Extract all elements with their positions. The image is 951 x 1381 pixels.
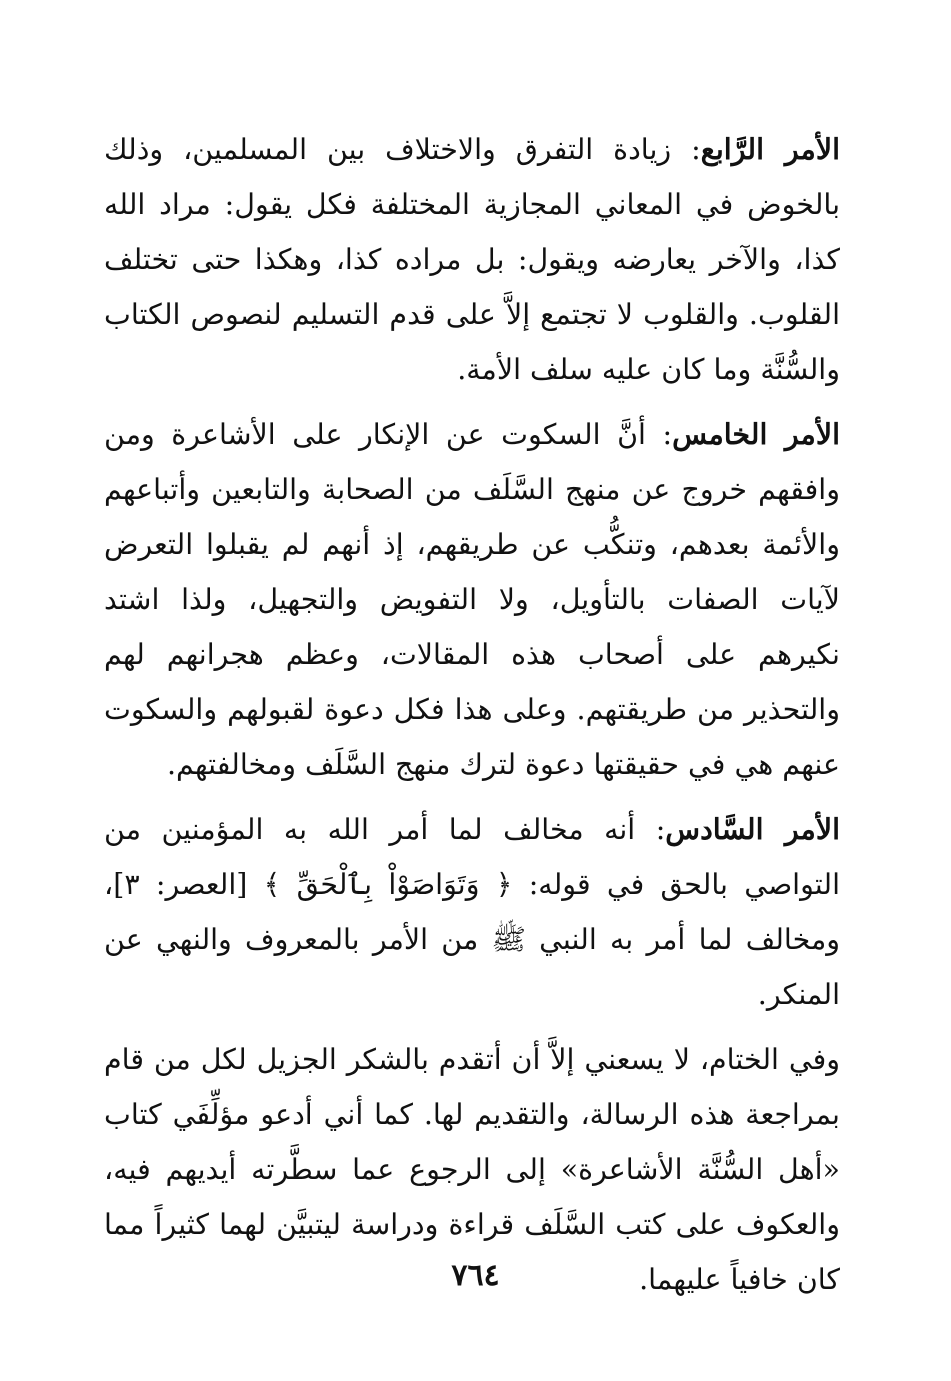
paragraph-heading: الأمر الرَّابع	[700, 132, 840, 166]
paragraph-heading: الأمر السَّادس	[665, 812, 840, 846]
paragraph-text: وفي الختام، لا يسعني إلاَّ أن أتقدم بالشكر الجزيل لكل من قام بمراجعة هذه الرسالة، والتقديم لها. كما أني أدعو مؤلِّفَي كتاب «أهل السُّنَّة الأشاعرة» إلى الرجوع عما سطَّرته أيديهم فيه، والعكوف على كتب السَّلَف قراءة ودراسة ليتبيَّن لهما كثيراً مما كان خافياً عليهما.	[104, 1043, 840, 1296]
page-number: ٧٦٤	[451, 1258, 500, 1293]
paragraph-text: : أنه مخالف لما أمر الله به المؤمنين من التواصي بالحق في قوله: ﴿ وَتَوَاصَوْاْ بِٱلْحَقِّ ﴾ [العصر: ٣]، ومخالف لما أمر به النبي ﷺ من الأمر بالمعروف والنهي عن المنكر.	[104, 813, 840, 1011]
paragraph-text: : أنَّ السكوت عن الإنكار على الأشاعرة ومن وافقهم خروج عن منهج السَّلَف من الصحابة والتابعين وأتباعهم والأئمة بعدهم، وتنكُّب عن طريقهم، إذ أنهم لم يقبلوا التعرض لآيات الصفات بالتأويل، ولا التفويض والتجهيل، ولذا اشتد نكيرهم على أصحاب هذه المقالات، وعظم هجرانهم لهم والتحذير من طريقتهم. وعلى هذا فكل دعوة لقبولهم والسكوت عنهم هي في حقيقتها دعوة لترك منهج السَّلَف ومخالفتهم.	[104, 418, 840, 781]
paragraph-heading: الأمر الخامس	[672, 417, 840, 451]
page-body	[104, 122, 840, 1317]
paragraph-fourth-matter	[104, 122, 840, 397]
paragraph-sixth-matter	[104, 802, 840, 1022]
paragraph-fifth-matter	[104, 407, 840, 792]
paragraph-text: : زيادة التفرق والاختلاف بين المسلمين، وذلك بالخوض في المعاني المجازية المختلفة فكل يقول: مراد الله كذا، والآخر يعارضه ويقول: بل مراده كذا، وهكذا حتى تختلف القلوب. والقلوب لا تجتمع إلاَّ على قدم التسليم لنصوص الكتاب والسُّنَّة وما كان عليه سلف الأمة.	[104, 133, 840, 386]
